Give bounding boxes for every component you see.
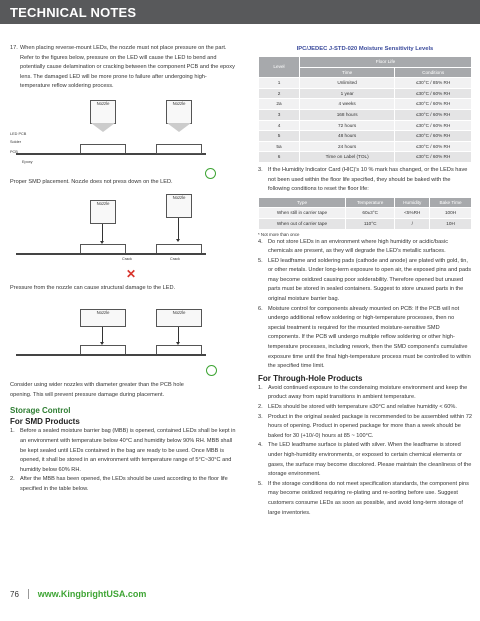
nozzle	[156, 309, 202, 327]
page-number: 76	[10, 589, 19, 599]
item-text: LED leadframe and soldering pads (cathode and anode) are plated with gold, tin, or other metals. Under long-term exposure to open air, the exposed pins and pads may become oxidized causing poor solderability. Therefore opened but unused parts must be stored in sealed containers. Suggest to store unused parts in the original moisture barrier bag.	[268, 257, 472, 303]
item-number: 4.	[258, 238, 263, 245]
footnote: * Not more than once	[258, 231, 300, 237]
right-column	[258, 44, 472, 518]
moisture-levels-table	[258, 56, 472, 163]
table-cell: Time on Label (TOL)	[300, 152, 395, 163]
down-arrow-icon	[178, 218, 179, 240]
item-number: 2.	[258, 404, 263, 410]
nozzle-label: Nozzle	[172, 194, 186, 200]
list-item	[258, 238, 472, 257]
nozzle-label: Nozzle	[172, 310, 186, 316]
section-heading: Storage Control	[10, 406, 71, 416]
column-header: Floor Life	[300, 57, 472, 68]
item-number: 5.	[258, 257, 263, 264]
table-row	[259, 141, 472, 152]
item-number: 3.	[258, 413, 263, 420]
subsection-heading: For SMD Products	[10, 417, 80, 427]
table-cell: Unlimited	[300, 78, 395, 89]
table-cell: ≤30°C / 60% RH	[395, 141, 472, 152]
nozzle	[166, 194, 192, 218]
item-text: Before a sealed moisture barrier bag (MBB) is opened, contained LEDs shall be kept in an environment with temperature below 40°C and humidity below 90% RH. MBB shall be kept sealed until LEDs contained in the bag are ready to be used. Once MBB is opened, it shall be stored in an environment with temperature range of 5°C~30°C and humidity below 60% RH.	[20, 428, 236, 473]
table-cell: ≤30°C / 60% RH	[395, 120, 472, 131]
column-header: Humidity	[395, 197, 430, 208]
item-number: 2.	[10, 476, 15, 483]
crack-label: Crack	[170, 256, 180, 261]
list-item	[258, 384, 472, 403]
item-number: 4.	[258, 442, 263, 449]
nozzle-tip	[167, 123, 191, 132]
column-header: Time	[300, 67, 395, 78]
table-cell: /	[395, 218, 430, 229]
table-row	[259, 88, 472, 99]
figure-caption: Pressure from the nozzle can cause structural damage to the LED.	[10, 284, 176, 291]
list-item	[258, 480, 472, 518]
item-number: 1.	[10, 428, 15, 435]
list-item	[258, 441, 472, 479]
item-text: If the storage conditions do not meet specification standards, the component pins may become oxidized requiring re-plating and re-sorting before use. Suggest customers consume LEDs as soon as possible, and avoid long-term storage of large inventories.	[268, 480, 469, 516]
table-cell: ≤30°C / 60% RH	[395, 88, 472, 99]
table-row	[259, 218, 472, 229]
down-arrow-icon	[178, 327, 179, 343]
table-cell: 5	[259, 131, 300, 142]
nozzle	[90, 200, 116, 224]
figure-caption: Proper SMD placement. Nozzle does not press down on the LED.	[10, 178, 173, 185]
table-cell: 5a	[259, 141, 300, 152]
table-cell: 100H	[430, 208, 472, 219]
crack-label: Crack	[122, 256, 132, 261]
table-row	[259, 208, 472, 219]
footer-divider	[28, 589, 29, 599]
table-row	[259, 109, 472, 120]
table-cell: ≤30°C / 60% RH	[395, 99, 472, 110]
table-cell: 48 hours	[300, 131, 395, 142]
item-text: The LED leadframe surface is plated with silver. When the leadframe is stored under high-humidity environments, or exposed to certain chemical elements or gases, the surface may become discolored. Please maintain the cleanliness of the storage environment.	[268, 442, 472, 478]
figure-caption: Consider using wider nozzles with diameter greater than the PCB hole opening. This will prevent pressure damage during placement.	[10, 382, 184, 398]
table-cell: 4	[259, 120, 300, 131]
list-item	[258, 403, 472, 413]
epoxy-label: Epoxy	[22, 159, 33, 164]
list-item	[258, 166, 472, 195]
item-number: 17.	[10, 45, 18, 51]
table-cell: ≤30°C / 60% RH	[395, 131, 472, 142]
page-title: TECHNICAL NOTES	[10, 5, 137, 20]
pcb-label: PCB	[10, 149, 18, 154]
table-cell: 1 year	[300, 88, 395, 99]
down-arrow-icon	[102, 224, 103, 242]
item-number: 1.	[258, 384, 263, 391]
item-text: LEDs should be stored with temperature ≤30°C and relative humidity < 60%.	[268, 404, 457, 410]
item-number: 3.	[258, 166, 263, 173]
figure-wide-nozzle	[10, 301, 236, 381]
figure-pressure-damage	[10, 194, 236, 282]
table-cell: 3	[259, 109, 300, 120]
item-text: Product in the original sealed package is recommended to be assembled within 72 hours of opening. Product in opened package for more than a week should be baked for 30 (+10/-0) hours at 85 ~ 100°C.	[268, 413, 472, 439]
nozzle-label: Nozzle	[96, 100, 110, 106]
table-row	[259, 78, 472, 89]
table-title: IPC/JEDEC J-STD-020 Moisture Sensitivity Levels	[296, 46, 434, 52]
led-body	[156, 144, 202, 154]
solder-label: Solder	[10, 139, 21, 144]
item-text: Do not store LEDs in an environment where high humidity or acidic/basic chemicals are present, as they will degrade the LED's metallic surfaces.	[268, 238, 449, 255]
table-row	[259, 99, 472, 110]
list-item	[258, 305, 472, 372]
table-cell: When out of carrier tape	[259, 218, 346, 229]
table-cell: 4 weeks	[300, 99, 395, 110]
item-text: Moisture control for components already mounted on PCB: If the PCB will not undergo additional reflow soldering or high-temperature processes, then no special treatment is required for the mounted moisture-sensitive SMD components. If the PCB will undergo multiple reflow soldering or other high-temperature processes, including rework, then the SMD component's cumulative exposure time until the final high-temperature process must be controlled to within the specified time limit.	[268, 305, 471, 370]
down-arrow-icon	[102, 327, 103, 343]
item-number: 5.	[258, 480, 263, 487]
column-header: Bake Time	[430, 197, 472, 208]
ok-circle-icon	[205, 168, 216, 179]
list-item	[10, 475, 236, 494]
item-text: Avoid continued exposure to the condensing moisture environment and keep the product away from rapid transitions in ambient temperature.	[268, 384, 468, 401]
subsection-heading: For Through-Hole Products	[258, 373, 363, 383]
nozzle-label: Nozzle	[96, 310, 110, 316]
table-cell: 6	[259, 152, 300, 163]
nozzle	[80, 309, 126, 327]
column-header: Conditions	[395, 67, 472, 78]
table-row	[259, 152, 472, 163]
table-cell: 2a	[259, 99, 300, 110]
nozzle	[90, 100, 116, 124]
table-cell: 24 hours	[300, 141, 395, 152]
table-cell: 10H	[430, 218, 472, 229]
table-row	[259, 120, 472, 131]
cross-mark-icon: ✕	[126, 266, 137, 281]
item-text: When placing reverse-mount LEDs, the nozzle must not place pressure on the part. Refer to the figures below, pressure on the LED will cause the LED to bend and potentially cause delamination or cracking between the component PCB and the epoxy lens. The damaged LED will be more prone to failure after undergoing high-temperature reflow soldering process.	[20, 45, 235, 90]
list-item	[258, 413, 472, 442]
table-cell: ≤30°C / 85% RH	[395, 78, 472, 89]
list-item	[10, 427, 236, 475]
left-column	[10, 44, 236, 495]
table-cell: 2	[259, 88, 300, 99]
nozzle	[166, 100, 192, 124]
table-row	[259, 131, 472, 142]
column-header: Temperature	[346, 197, 395, 208]
list-item	[10, 44, 236, 92]
item-text: If the Humidity Indicator Card (HIC)'s 10 % mark has changed, or the LEDs have not been used within the floor life specified, they should be baked with the following conditions to reset the floor life:	[268, 166, 468, 193]
table-cell: <5%RH	[395, 208, 430, 219]
figure-proper-placement	[10, 96, 236, 186]
nozzle-label: Nozzle	[172, 100, 186, 106]
item-text: After the MBB has been opened, the LEDs should be used according to the floor life specified in the table below.	[20, 476, 228, 492]
table-cell: When still in carrier tape	[259, 208, 346, 219]
column-header: Type	[259, 197, 346, 208]
table-cell: ≤30°C / 60% RH	[395, 152, 472, 163]
table-cell: 110°C	[346, 218, 395, 229]
website-link[interactable]: www.KingbrightUSA.com	[37, 589, 147, 599]
table-cell: 60±3°C	[346, 208, 395, 219]
led-pcb-label: LED PCB	[10, 131, 27, 136]
page-footer	[10, 589, 146, 599]
table-cell: 168 hours	[300, 109, 395, 120]
item-number: 6.	[258, 305, 263, 312]
ok-circle-icon	[206, 365, 217, 376]
pcb-board	[16, 253, 206, 255]
nozzle-tip	[91, 123, 115, 132]
pcb-board	[16, 354, 206, 356]
nozzle-label: Nozzle	[96, 200, 110, 206]
table-cell: 1	[259, 78, 300, 89]
table-cell: ≤30°C / 60% RH	[395, 109, 472, 120]
column-header: Level	[259, 57, 300, 78]
list-item	[258, 257, 472, 305]
table-cell: 72 hours	[300, 120, 395, 131]
header-banner	[0, 0, 480, 24]
bake-conditions-table	[258, 197, 472, 230]
